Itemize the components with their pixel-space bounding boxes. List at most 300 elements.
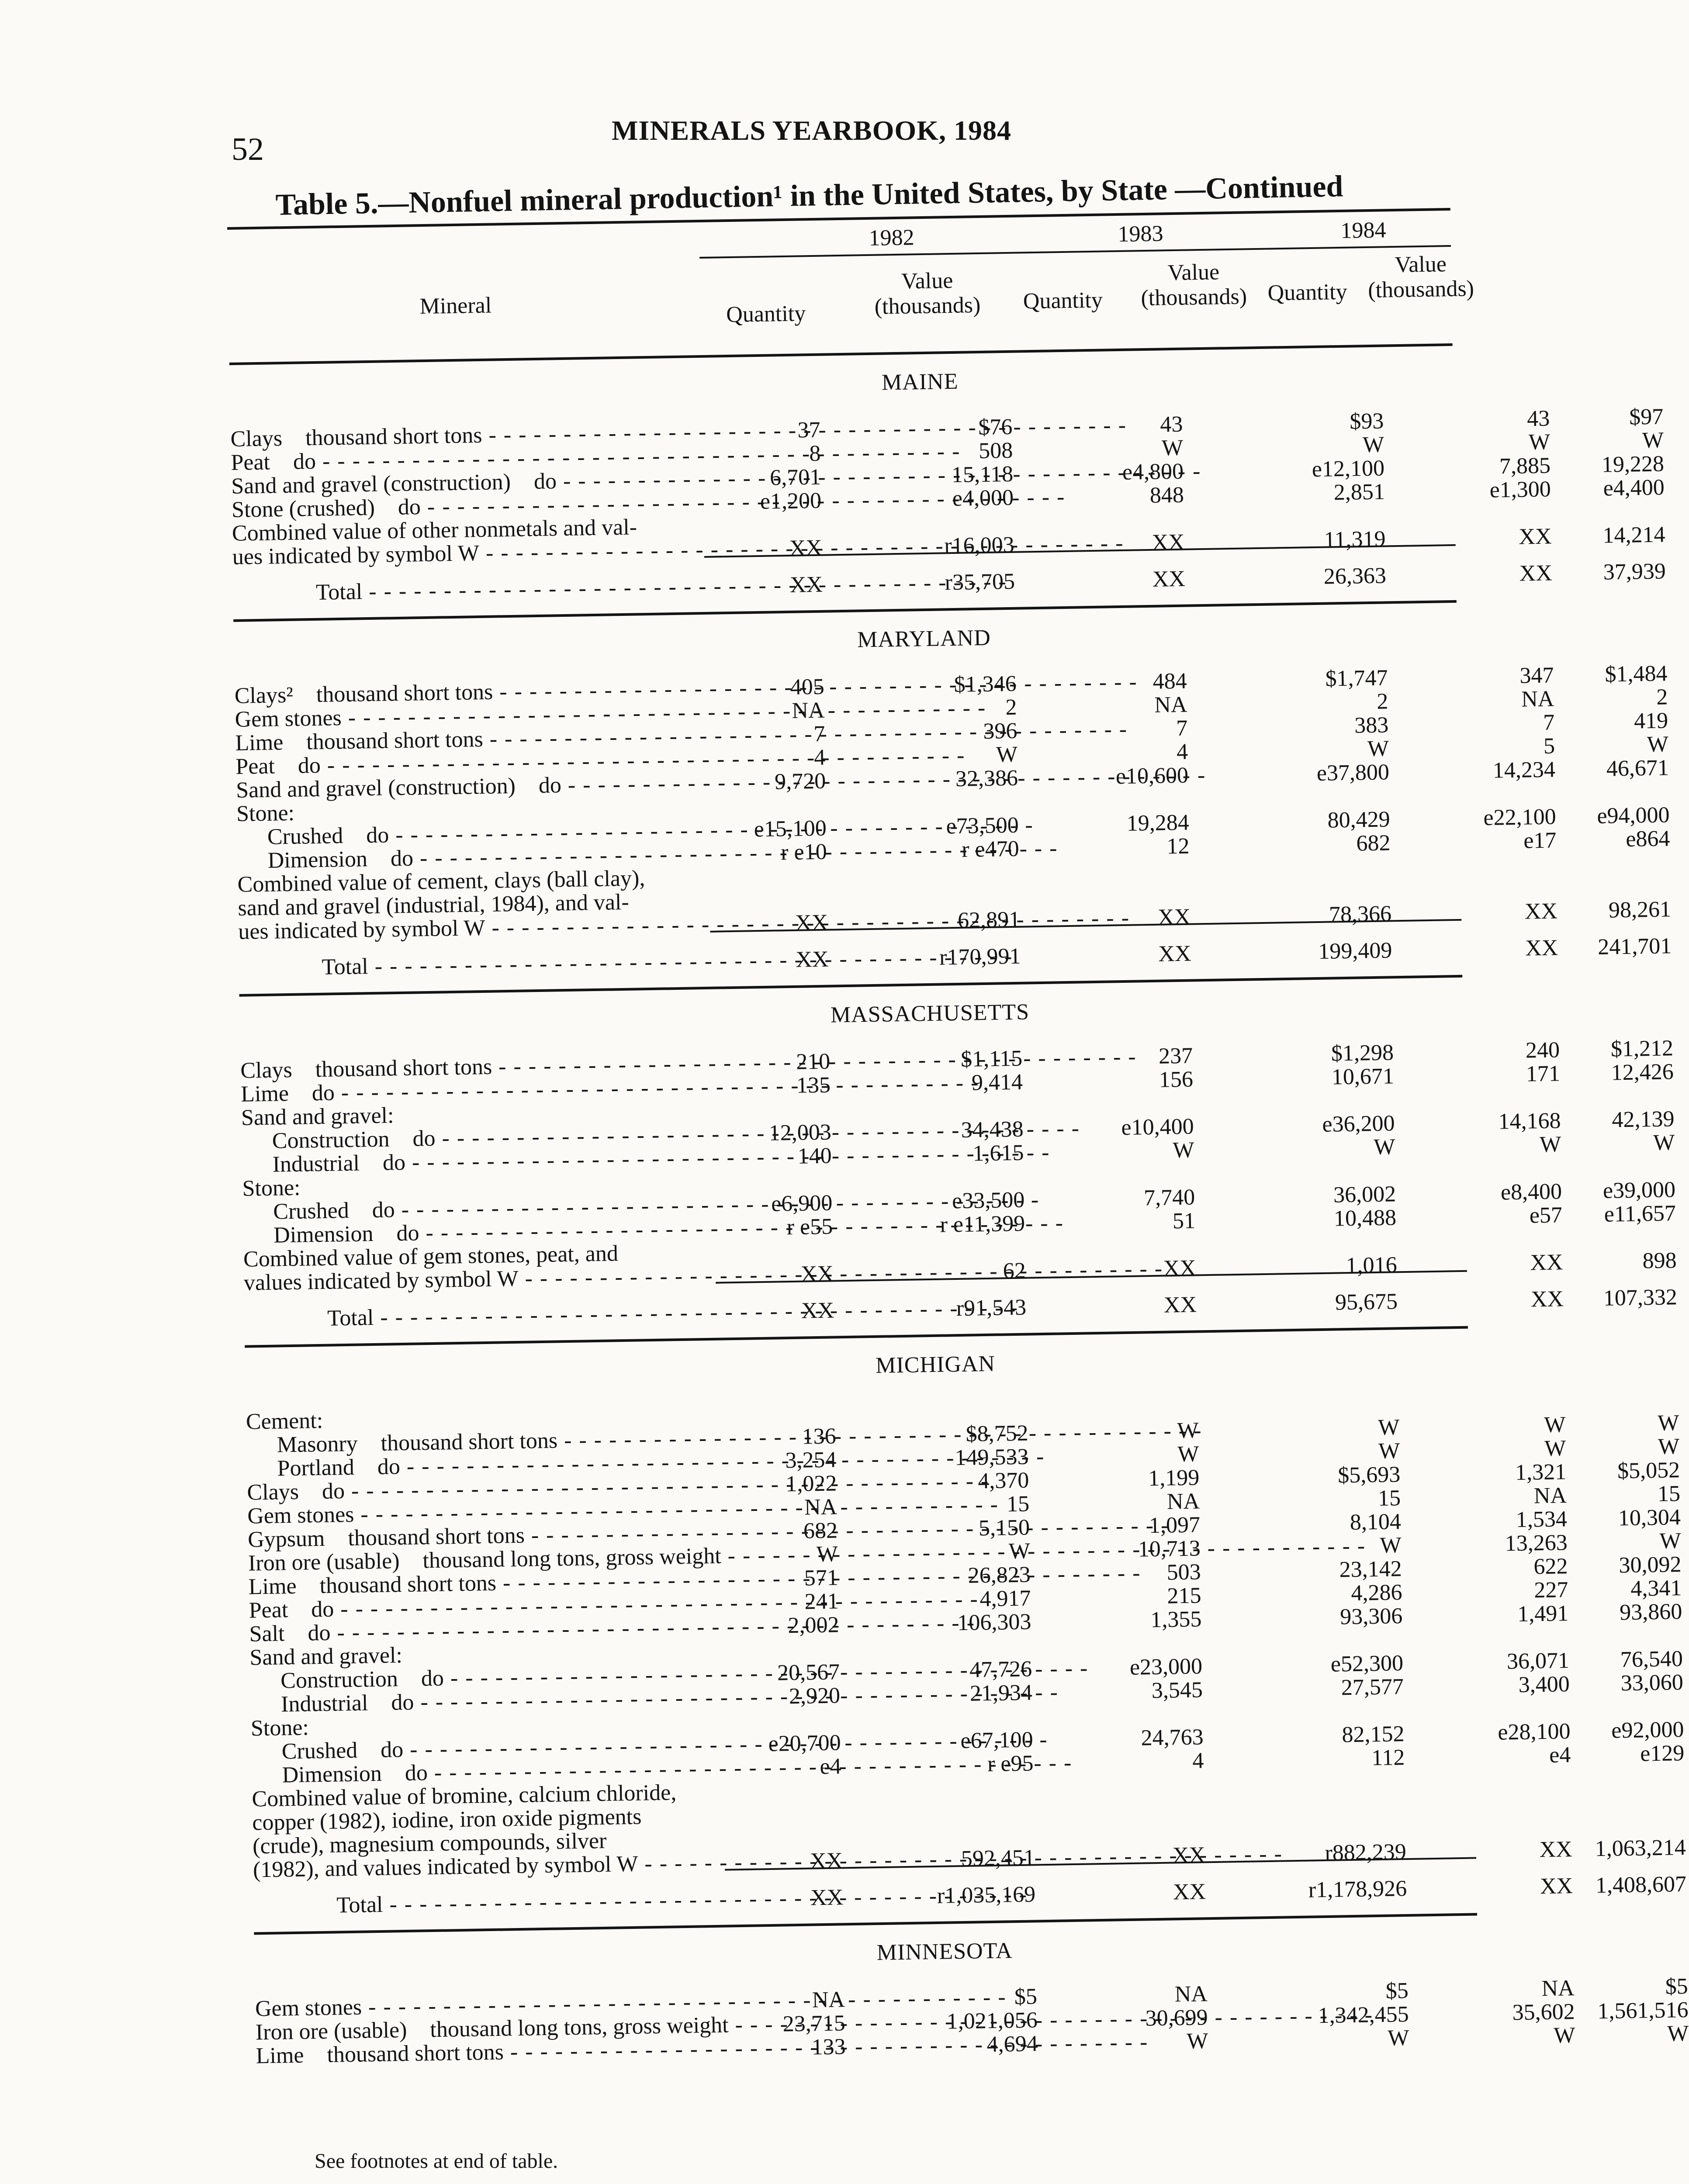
quantity-cell-1983: XX	[1157, 904, 1191, 930]
quantity-cell-1982: r e55	[786, 1214, 833, 1240]
value-cell-1983: 10,488	[1333, 1205, 1397, 1231]
quantity-cell-1983: 503	[1166, 1559, 1201, 1585]
quantity-cell-1983: W	[1172, 1137, 1194, 1163]
mineral-name: Clays²	[234, 682, 294, 708]
value-cell-1982: 32,386	[955, 765, 1018, 791]
total-row	[244, 1285, 1678, 1331]
quantity-cell-1982: XX	[795, 910, 828, 936]
value-cell-1983: e36,200	[1322, 1111, 1395, 1137]
mineral-name: Stone:	[250, 1715, 309, 1741]
value-cell-1982: $8,752	[966, 1420, 1029, 1447]
value-cell-1984: 10,304	[1618, 1505, 1681, 1531]
value-cell-1984: 1,408,607	[1595, 1872, 1687, 1898]
value-cell-1984: e864	[1625, 826, 1670, 852]
value-cell-1982: 106,303	[957, 1609, 1031, 1636]
value-cell-1983: $1,298	[1331, 1040, 1394, 1066]
value-cell-1984: W	[1667, 2021, 1689, 2046]
value-cell-1983: 11,319	[1324, 526, 1386, 553]
row-label	[244, 1265, 703, 1294]
value-cell-1983: 199,409	[1318, 938, 1392, 964]
value-cell-1982: r35,705	[945, 569, 1015, 595]
value-cell-1982	[896, 1399, 1028, 1401]
quantity-cell-1982: XX	[800, 1261, 834, 1287]
value-cell-1983: r882,239	[1325, 1839, 1407, 1866]
value-cell-1982: 508	[978, 438, 1013, 464]
label-gap	[325, 1526, 331, 1551]
quantity-cell-1983: XX	[1172, 1842, 1206, 1868]
value-cell-1983: W	[1373, 1134, 1395, 1160]
quantity-cell-1984: XX	[1539, 1837, 1573, 1863]
label-gap	[360, 1151, 366, 1175]
mineral-name: Lime	[240, 1081, 289, 1107]
header-year-1983: 1983	[1118, 221, 1163, 247]
quantity-cell-1983: 19,284	[1126, 810, 1190, 836]
quantity-cell-1982: W	[816, 1541, 838, 1567]
footnote: See footnotes at end of table.	[315, 2149, 558, 2173]
mineral-name: Stone (crushed)	[231, 495, 375, 522]
quantity-cell-1984: XX	[1524, 898, 1558, 924]
value-cell-1982: 62,891	[957, 907, 1021, 933]
value-cell-1982: $5	[1014, 1984, 1038, 2010]
value-cell-1983: W	[1367, 736, 1389, 762]
label-gap	[283, 730, 289, 755]
quantity-cell-1984: NA	[1533, 1483, 1567, 1509]
label-gap	[270, 449, 276, 474]
quantity-cell-1984: XX	[1530, 1250, 1564, 1275]
label-gap	[299, 1479, 305, 1504]
unit-label: do	[421, 1666, 444, 1691]
quantity-cell-1982: XX	[795, 947, 829, 972]
state-heading: MARYLAND	[857, 625, 991, 653]
quantity-cell-1984: 1,534	[1516, 1507, 1568, 1533]
table-row	[236, 800, 295, 826]
mineral-name: ues indicated by symbol W	[238, 915, 485, 944]
value-cell-1982: 34,438	[961, 1116, 1024, 1143]
quantity-cell-1982: 37	[797, 417, 820, 443]
quantity-cell-1983: 12	[1166, 833, 1190, 859]
value-cell-1984: 46,671	[1606, 755, 1669, 781]
value-cell-1982: $1,346	[954, 671, 1017, 697]
label-gap	[367, 847, 374, 871]
mineral-name: sand and gravel (industrial, 1984), and val-	[238, 889, 630, 921]
value-cell-1982: e73,500	[946, 812, 1019, 839]
unit-label: do	[396, 1220, 419, 1246]
mineral-name: Dimension	[282, 1761, 382, 1788]
quantity-cell-1983: W	[1161, 435, 1184, 461]
value-cell-1983: 4,286	[1350, 1580, 1402, 1606]
label-gap	[373, 1221, 379, 1246]
quantity-cell-1984: 35,602	[1512, 1999, 1575, 2025]
value-cell-1983: 10,671	[1331, 1064, 1395, 1090]
value-cell-1984: 14,214	[1602, 522, 1665, 548]
header-quantity-1982: Quantity	[726, 301, 806, 328]
table-row	[241, 1103, 394, 1130]
quantity-cell-1984: W	[1544, 1436, 1566, 1461]
quantity-cell-1984: 36,071	[1506, 1648, 1570, 1674]
mineral-name: copper (1982), iodine, iron oxide pigments	[252, 1804, 642, 1835]
table-row	[252, 1804, 642, 1835]
quantity-cell-1984: 227	[1533, 1577, 1568, 1603]
quantity-cell-1983: 43	[1159, 411, 1183, 437]
value-cell-1984	[1547, 1388, 1679, 1390]
value-cell-1983: 95,675	[1335, 1289, 1398, 1315]
row-label	[253, 1852, 712, 1881]
row-label	[232, 539, 691, 568]
label-gap	[343, 823, 349, 848]
unit-label: do	[366, 822, 389, 848]
value-cell-1982	[889, 885, 1020, 887]
quantity-cell-1982: XX	[801, 1298, 834, 1324]
label-gap	[288, 1597, 294, 1622]
value-cell-1983: e37,800	[1316, 760, 1390, 786]
value-cell-1983: W	[1380, 1533, 1402, 1558]
quantity-cell-1983: XX	[1152, 566, 1186, 592]
label-gap	[374, 495, 381, 520]
header-value-label: Value	[1167, 259, 1220, 286]
quantity-cell-1983: 1,199	[1148, 1465, 1200, 1491]
unit-label: do	[311, 1597, 334, 1622]
quantity-cell-1982: 12,003	[768, 1120, 832, 1146]
value-cell-1982: 2	[1005, 695, 1017, 720]
quantity-cell-1982: 8	[809, 441, 821, 467]
mineral-name: (1982), and values indicated by symbol W	[253, 1851, 638, 1883]
quantity-cell-1982: e20,700	[768, 1730, 841, 1756]
unit-label: thousand short tons	[381, 1428, 558, 1456]
quantity-cell-1983: 4	[1192, 1748, 1204, 1773]
unit-label: do	[311, 1080, 335, 1106]
label-gap	[381, 1761, 388, 1786]
mineral-name: Crushed	[281, 1738, 358, 1764]
quantity-cell-1982: 682	[803, 1518, 838, 1544]
label-gap	[510, 470, 516, 494]
value-cell-1984: e92,000	[1611, 1717, 1684, 1743]
quantity-cell-1984: e4	[1549, 1742, 1571, 1768]
value-cell-1983: r1,178,926	[1308, 1876, 1407, 1903]
quantity-cell-1982: XX	[789, 572, 823, 598]
quantity-cell-1982: 20,567	[777, 1659, 840, 1686]
quantity-cell-1983	[1059, 882, 1190, 885]
quantity-cell-1984: 347	[1519, 663, 1554, 688]
header-value-1982	[862, 267, 993, 319]
header-year-1984: 1984	[1340, 218, 1386, 243]
value-cell-1982: r e95	[987, 1751, 1034, 1777]
quantity-cell-1984: 1,491	[1517, 1601, 1569, 1627]
quantity-cell-1982: 7	[813, 721, 825, 747]
quantity-cell-1984: 43	[1526, 406, 1550, 432]
value-cell-1983: $5,693	[1337, 1462, 1401, 1488]
value-cell-1983	[1274, 1794, 1405, 1796]
unit-label: thousand short tons	[316, 679, 493, 707]
unit-label: do	[382, 1150, 406, 1175]
value-cell-1983: 8,104	[1350, 1509, 1402, 1535]
unit-label: do	[398, 494, 421, 520]
quantity-cell-1984: 622	[1533, 1554, 1568, 1579]
quantity-cell-1984: 14,168	[1498, 1108, 1561, 1134]
quantity-cell-1982: 9,720	[774, 768, 826, 795]
header-value-unit: (thousands)	[1367, 276, 1474, 303]
value-cell-1983: W	[1362, 432, 1384, 458]
value-cell-1982: e4,000	[952, 485, 1014, 511]
value-cell-1982: r170,991	[939, 943, 1021, 970]
value-cell-1983: W	[1378, 1438, 1400, 1464]
value-cell-1983: $5	[1385, 1978, 1409, 2004]
quantity-cell-1983: XX	[1163, 1255, 1197, 1281]
value-cell-1982: W	[1008, 1538, 1031, 1564]
unit-label: thousand short tons	[305, 422, 482, 451]
mineral-name: Industrial	[280, 1690, 368, 1717]
value-cell-1983: W	[1387, 2025, 1409, 2051]
header-quantity-1984: Quantity	[1267, 279, 1348, 306]
header-value-label: Value	[901, 268, 953, 294]
value-cell-1984: e94,000	[1597, 802, 1670, 829]
section-end-rule	[245, 1326, 1468, 1348]
quantity-cell-1983: XX	[1152, 529, 1185, 555]
mineral-name: Combined value of other nonmetals and val-	[232, 515, 637, 546]
quantity-cell-1984: W	[1553, 2023, 1575, 2048]
quantity-cell-1984	[1426, 876, 1557, 878]
unit-label: do	[412, 1126, 436, 1151]
value-cell-1982	[903, 1799, 1034, 1801]
unit-label: thousand short tons	[327, 2039, 504, 2067]
quantity-cell-1984: NA	[1521, 686, 1554, 712]
label-gap	[296, 1574, 302, 1599]
quantity-cell-1984: e22,100	[1483, 804, 1557, 830]
quantity-cell-1983: e10,400	[1121, 1114, 1194, 1140]
value-cell-1982: r e11,399	[940, 1211, 1025, 1237]
value-cell-1984: W	[1658, 1434, 1680, 1459]
mineral-name: Clays	[230, 426, 283, 452]
label-gap	[515, 774, 521, 798]
label-gap	[293, 683, 299, 708]
mineral-name: ues indicated by symbol W	[232, 541, 480, 570]
header-value-1983	[1128, 259, 1260, 311]
value-cell-1984: 2	[1656, 684, 1668, 710]
value-cell-1984: 898	[1642, 1248, 1677, 1274]
mineral-name: Iron ore (usable)	[255, 2018, 407, 2045]
value-cell-1984: 241,701	[1597, 933, 1672, 960]
value-cell-1984	[1554, 1813, 1685, 1815]
quantity-cell-1983: e23,000	[1129, 1654, 1203, 1680]
quantity-cell-1982: 3,254	[785, 1447, 837, 1473]
value-cell-1983: 36,002	[1333, 1182, 1396, 1208]
mineral-name: Crushed	[273, 1198, 350, 1224]
value-cell-1983: 383	[1354, 712, 1389, 738]
quantity-cell-1982: 2,002	[788, 1612, 839, 1638]
quantity-cell-1983: e10,600	[1115, 763, 1189, 789]
mineral-name: Iron ore (usable)	[248, 1548, 400, 1576]
quantity-cell-1984: 13,263	[1505, 1530, 1568, 1556]
mineral-name: values indicated by symbol W	[243, 1266, 519, 1296]
quantity-cell-1982: 140	[797, 1143, 832, 1169]
quantity-cell-1984: XX	[1519, 560, 1553, 586]
quantity-cell-1984: e17	[1523, 828, 1557, 854]
mineral-name: Stone:	[236, 800, 295, 826]
value-cell-1983: W	[1378, 1415, 1400, 1440]
quantity-cell-1984: XX	[1540, 1873, 1573, 1899]
mineral-name: Sand and gravel (construction)	[231, 469, 511, 499]
quantity-cell-1983: 1,097	[1149, 1512, 1201, 1538]
quantity-cell-1983: 237	[1158, 1043, 1193, 1069]
mineral-name: Stone:	[242, 1175, 301, 1201]
unit-label: do	[390, 846, 414, 871]
quantity-cell-1984	[1440, 1814, 1571, 1817]
quantity-cell-1983: NA	[1166, 1489, 1200, 1514]
unit-label: do	[298, 753, 321, 778]
quantity-cell-1984: XX	[1530, 1286, 1564, 1312]
running-head: MINERALS YEARBOOK, 1984	[612, 115, 1011, 146]
value-cell-1983	[1268, 1393, 1399, 1395]
header-bottom-rule	[229, 343, 1453, 365]
value-cell-1984: $5	[1665, 1973, 1689, 1999]
quantity-cell-1984: NA	[1541, 1976, 1575, 2001]
value-cell-1982: W	[996, 742, 1018, 767]
quantity-cell-1984: e57	[1529, 1203, 1563, 1228]
mineral-name: Clays	[240, 1057, 293, 1083]
section-end-rule	[239, 975, 1463, 997]
value-cell-1984: 19,228	[1601, 451, 1665, 477]
mineral-name: Gem stones	[235, 705, 342, 732]
value-cell-1983: 1,016	[1346, 1252, 1398, 1279]
value-cell-1983: 1,342,455	[1318, 2002, 1409, 2028]
quantity-cell-1982: e1,200	[760, 488, 822, 514]
mineral-name: Peat	[249, 1597, 288, 1623]
table-title: Table 5.—Nonfuel mineral production¹ in the United States, by State —Continued	[275, 169, 1344, 222]
quantity-cell-1982: 1,022	[785, 1471, 837, 1497]
value-cell-1982: r e470	[961, 836, 1020, 862]
mineral-name: Combined value of bromine, calcium chloride,	[252, 1780, 677, 1812]
mineral-name: Peat	[231, 449, 270, 475]
value-cell-1982: e67,100	[960, 1727, 1034, 1754]
quantity-cell-1982: NA	[804, 1494, 838, 1520]
value-cell-1982: 9,414	[971, 1069, 1023, 1095]
value-cell-1982: 21,934	[969, 1680, 1033, 1706]
mineral-name: Construction	[272, 1127, 390, 1154]
value-cell-1982: r1,035,169	[937, 1882, 1036, 1908]
mineral-name: Combined value of gem stones, peat, and	[243, 1241, 619, 1272]
value-cell-1982: 149,533	[955, 1444, 1029, 1471]
value-cell-1984: 4,341	[1630, 1576, 1682, 1601]
value-cell-1982: 592,451	[961, 1845, 1035, 1872]
value-cell-1984: e4,400	[1603, 475, 1665, 501]
value-cell-1983: 93,306	[1339, 1603, 1403, 1630]
unit-label: thousand short tons	[347, 1523, 525, 1551]
quantity-cell-1982: 133	[811, 2034, 846, 2060]
mineral-name: Lime	[256, 2042, 304, 2069]
quantity-cell-1983: W	[1186, 2028, 1208, 2054]
value-cell-1984: e129	[1640, 1741, 1685, 1766]
mineral-name: Gypsum	[247, 1526, 325, 1552]
quantity-cell-1982: 241	[804, 1589, 839, 1614]
quantity-cell-1983: W	[1177, 1418, 1199, 1444]
mineral-name: Combined value of cement, clays (ball clay),	[237, 866, 645, 897]
quantity-cell-1984: W	[1539, 1132, 1561, 1158]
quantity-cell-1982	[696, 888, 827, 890]
row-label	[327, 1301, 703, 1330]
unit-label: do	[391, 1690, 414, 1715]
value-cell-1982: 26,823	[968, 1562, 1031, 1588]
quantity-cell-1982: e4	[819, 1754, 841, 1780]
quantity-cell-1982: r e10	[780, 839, 827, 865]
quantity-cell-1983: XX	[1158, 941, 1191, 967]
value-cell-1984: 1,063,214	[1595, 1835, 1686, 1862]
mineral-name: Total	[327, 1305, 374, 1331]
mineral-name: Sand and gravel:	[249, 1643, 403, 1670]
quantity-cell-1983: NA	[1174, 1981, 1208, 2007]
quantity-cell-1983: 7	[1176, 715, 1188, 741]
label-gap	[368, 1690, 374, 1715]
quantity-cell-1982: 135	[796, 1072, 831, 1098]
quantity-cell-1982: XX	[789, 535, 823, 561]
value-cell-1982: 4,370	[977, 1468, 1029, 1494]
row-label	[238, 913, 697, 943]
state-heading: MASSACHUSETTS	[830, 999, 1030, 1028]
quantity-cell-1983	[1074, 1820, 1205, 1822]
value-cell-1984: 30,092	[1619, 1552, 1682, 1578]
label-gap	[304, 2043, 310, 2068]
quantity-cell-1984: 7,885	[1499, 453, 1551, 479]
quantity-cell-1982: e6,900	[771, 1190, 833, 1216]
page-number: 52	[232, 131, 264, 167]
quantity-cell-1984: 171	[1526, 1061, 1561, 1087]
value-cell-1982	[903, 1823, 1035, 1825]
value-cell-1982: 15	[1006, 1491, 1030, 1517]
label-gap	[389, 1127, 395, 1151]
quantity-cell-1982: 136	[802, 1424, 837, 1449]
unit-label: thousand long tons, gross weight	[422, 1543, 722, 1573]
total-row	[253, 1872, 1687, 1918]
quantity-cell-1984: XX	[1525, 935, 1558, 961]
quantity-cell-1984: 7	[1543, 710, 1555, 735]
label-gap	[288, 1081, 294, 1106]
value-cell-1982: r16,003	[944, 532, 1015, 559]
header-value-1984	[1355, 251, 1487, 303]
unit-label: thousand long tons, gross weight	[429, 2012, 729, 2042]
mineral-name: Total	[322, 954, 369, 980]
quantity-cell-1982: e15,100	[754, 816, 827, 842]
quantity-cell-1982: 571	[804, 1565, 839, 1591]
mineral-name: Gem stones	[255, 1994, 362, 2022]
quantity-cell-1983: 30,699	[1145, 2005, 1208, 2031]
value-cell-1982: e33,500	[952, 1187, 1025, 1214]
value-cell-1984: W	[1659, 1528, 1682, 1554]
label-gap	[398, 1666, 404, 1691]
quantity-cell-1984: 5	[1543, 733, 1555, 759]
value-cell-1984: 33,060	[1620, 1670, 1684, 1696]
quantity-cell-1983: 848	[1149, 482, 1184, 508]
quantity-cell-1984: 14,234	[1492, 757, 1556, 783]
row-label	[316, 575, 692, 604]
unit-label: do	[538, 773, 562, 798]
value-cell-1984: $1,212	[1610, 1036, 1674, 1062]
header-value-label: Value	[1395, 252, 1447, 278]
quantity-cell-1983: W	[1177, 1441, 1199, 1467]
value-cell-1983	[1260, 879, 1391, 881]
value-cell-1983: $93	[1349, 408, 1384, 434]
value-cell-1983: 80,429	[1327, 807, 1391, 833]
quantity-cell-1983: 4	[1176, 739, 1188, 765]
quantity-cell-1983: 215	[1167, 1583, 1201, 1609]
value-cell-1984: e11,657	[1604, 1201, 1676, 1227]
quantity-cell-1984	[1440, 1791, 1571, 1793]
quantity-cell-1984: 1,321	[1515, 1459, 1567, 1486]
quantity-cell-1984: e1,300	[1489, 477, 1551, 503]
value-cell-1982: 47,726	[969, 1656, 1032, 1683]
value-cell-1982: r91,543	[956, 1295, 1027, 1321]
quantity-cell-1983: XX	[1163, 1292, 1197, 1318]
value-cell-1984: 1,561,516	[1597, 1997, 1689, 2024]
row-label	[336, 1888, 713, 1917]
label-gap	[284, 1621, 291, 1646]
